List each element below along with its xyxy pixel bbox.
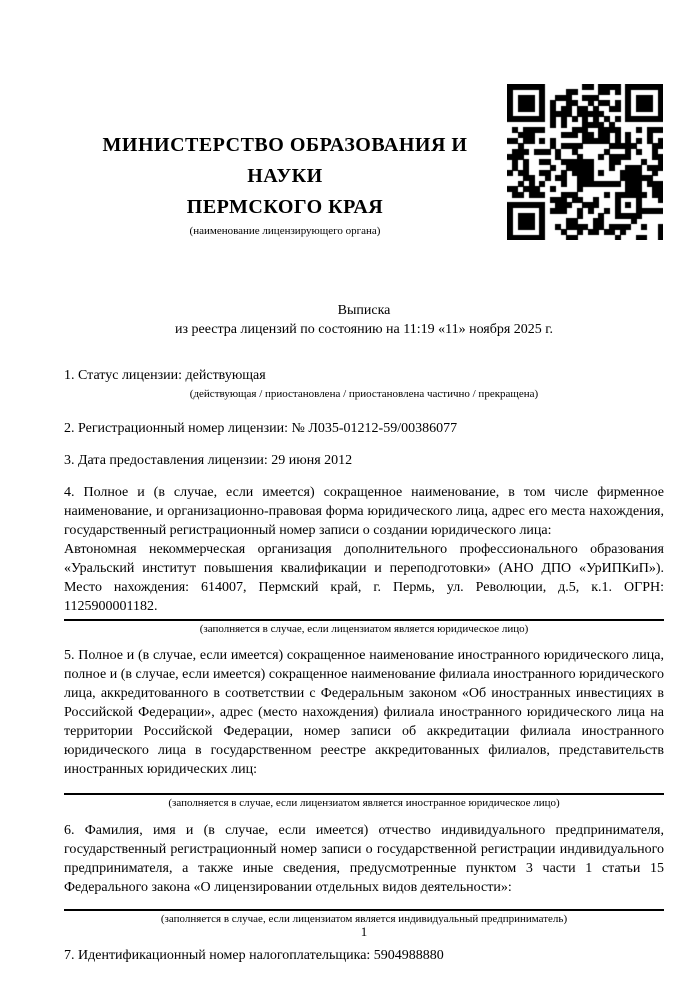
document-body	[64, 0, 664, 965]
item-1-status-options-caption: (действующая / приостановлена / приостановлена частично / прекращена)	[189, 388, 539, 400]
item-6-individual-entrepreneur-block	[64, 821, 664, 927]
licensing-authority-caption: (наименование лицензирующего органа)	[189, 225, 381, 237]
item-5-rule	[64, 793, 664, 795]
ministry-name-line1: МИНИСТЕРСТВО ОБРАЗОВАНИЯ И НАУКИ	[102, 134, 468, 187]
document-title-line1: Выписка	[337, 303, 391, 318]
document-title	[64, 301, 664, 339]
item-4-rule-caption: (заполняется в случае, если лицензиатом является юридическое лицо)	[199, 623, 529, 635]
document-title-line2: из реестра лицензий по состоянию на 11:19 «11» ноября 2025 г.	[175, 322, 553, 337]
item-5-foreign-entity-block	[64, 646, 664, 811]
page-number: 1	[360, 924, 368, 939]
item-6-label: 6. Фамилия, имя и (в случае, если имеется) отчество индивидуального предпринимателя, государственный регистрационный номер записи о государственной регистрации индивидуального предпринимателя, а также иные сведения, предусмотренные пунктом 3 части 1 статьи 15 Федерального закона «О лицензировании отдельных видов деятельности»:	[64, 823, 664, 895]
item-4-legal-entity-block	[64, 483, 664, 637]
item-5-rule-caption: (заполняется в случае, если лицензиатом является иностранное юридическое лицо)	[168, 797, 560, 809]
item-7-taxpayer-number: 7. Идентификационный номер налогоплательщика: 5904988880	[64, 948, 444, 963]
ministry-name-line2: ПЕРМСКОГО КРАЯ	[186, 196, 384, 218]
item-6-rule-caption: (заполняется в случае, если лицензиатом является индивидуальный предприниматель)	[160, 913, 568, 925]
item-6-rule	[64, 909, 664, 911]
item-4-value: Автономная некоммерческая организация дополнительного профессионального образования «Уральский институт повышения квалификации и переподготовки» (АНО ДПО «УрИПКиП»). Место нахождения: 614007, Пермский край, г. Пермь, ул. Революции, д.5, к.1. ОГРН: 1125900001182.	[64, 542, 664, 614]
item-1-license-status: 1. Статус лицензии: действующая	[64, 368, 266, 383]
item-5-label: 5. Полное и (в случае, если имеется) сокращенное наименование иностранного юридического лица, полное и (в случае, если имеется) сокращенное наименование филиала иностранного юридического лица, аккредитованного в соответствии с Федеральным законом «Об иностранных инвестициях в Российской Федерации», адрес (место нахождения) филиала иностранного юридического лица на территории Российской Федерации, номер записи об аккредитации филиала иностранного юридического лица в государственном реестре аккредитованных филиалов, представительств иностранных юридических лиц:	[64, 648, 664, 777]
item-3-license-date: 3. Дата предоставления лицензии: 29 июня 2012	[64, 453, 353, 468]
item-2-registration-number: 2. Регистрационный номер лицензии: № Л035-01212-59/00386077	[64, 421, 458, 436]
item-4-label: 4. Полное и (в случае, если имеется) сокращенное наименование, в том числе фирменное наименование, и организационно-правовая форма юридического лица, адрес его места нахождения, государственный регистрационный номер записи о создании юридического лица:	[64, 485, 664, 538]
item-4-rule	[64, 619, 664, 621]
